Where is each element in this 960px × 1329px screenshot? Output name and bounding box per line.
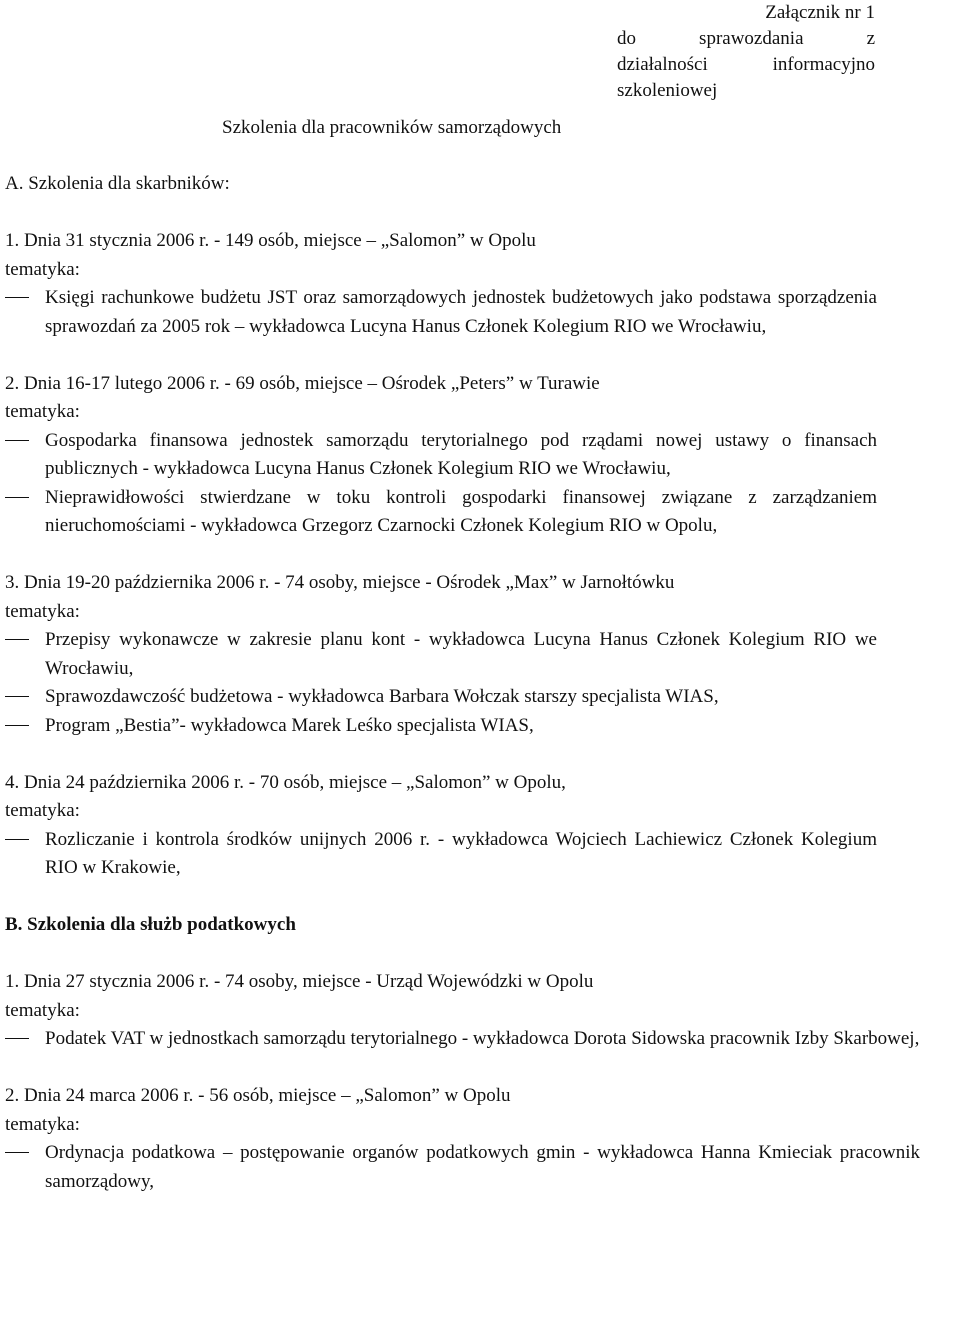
entry-header: 2. Dnia 24 marca 2006 r. - 56 osób, miejsce – „Salomon” w Opolu [5,1085,511,1106]
entry-header: 4. Dnia 24 października 2006 r. - 70 osób, miejsce – „Salomon” w Opolu, [5,771,566,793]
topic-text: Gospodarka finansowa jednostek samorządu terytorialnego pod rządami nowej ustawy o finansach publicznych - wykładowca Lucyna Hanus Członek Kolegium RIO we Wrocławiu, [45,429,877,479]
dash-bullet-icon [5,440,29,441]
training-entry [5,968,920,1054]
section-heading: B. Szkolenia dla służb podatkowych [5,914,296,935]
topic-item [5,284,877,341]
entry-header: 2. Dnia 16-17 lutego 2006 r. - 69 osób, miejsce – Ośrodek „Peters” w Turawie [5,372,600,394]
topic-text: Księgi rachunkowe budżetu JST oraz samorządowych jednostek budżetowych jako podstawa sporządzenia sprawozdań za 2005 rok – wykładowca Lucyna Hanus Członek Kolegium RIO we Wrocławiu, [45,287,877,337]
topic-text: Program „Bestia”- wykładowca Marek Leśko specjalista WIAS, [45,714,534,736]
topics-label: tematyka: [5,258,80,280]
training-entry [5,769,877,883]
dash-bullet-icon [5,1038,29,1039]
dash-bullet-icon [5,696,29,697]
topic-item [5,626,877,683]
topic-item [5,683,877,712]
topics-label: tematyka: [5,600,80,622]
topic-item [5,1025,960,1054]
topic-item [5,484,877,541]
section-b [5,911,920,1196]
dash-bullet-icon [5,297,29,298]
annex-line: do sprawozdania z [617,28,875,49]
document-body [5,170,920,1196]
document-title: Szkolenia dla pracowników samorządowych [222,117,562,138]
topic-item [5,1139,920,1196]
topic-text: Podatek VAT w jednostkach samorządu terytorialnego - wykładowca Dorota Sidowska pracownik Izby Skarbowej, [45,1028,920,1049]
topic-item [5,712,877,741]
topic-text: Rozliczanie i kontrola środków unijnych 2006 r. - wykładowca Wojciech Lachiewicz Członek Kolegium RIO w Krakowie, [45,828,877,878]
topic-text: Nieprawidłowości stwierdzane w toku kontroli gospodarki finansowej związane z zarządzaniem nieruchomościami - wykładowca Grzegorz Czarnocki Członek Kolegium RIO w Opolu, [45,486,877,536]
topics-label: tematyka: [5,401,80,422]
dash-bullet-icon [5,497,29,498]
dash-bullet-icon [5,839,29,840]
annex-line: działalności informacyjno [617,54,875,75]
topic-item [5,826,877,883]
training-entry [5,1082,920,1196]
dash-bullet-icon [5,1152,29,1153]
entry-header: 1. Dnia 31 stycznia 2006 r. - 149 osób, miejsce – „Salomon” w Opolu [5,230,536,251]
topic-item [5,427,877,484]
training-entry [5,370,877,541]
training-entry [5,227,877,341]
entry-header: 3. Dnia 19-20 października 2006 r. - 74 osoby, miejsce - Ośrodek „Max” w Jarnołtówku [5,572,675,593]
topics-label: tematyka: [5,1113,80,1135]
training-entry [5,569,877,740]
section-a [5,170,877,883]
annex-line: szkoleniowej [617,80,718,101]
dash-bullet-icon [5,725,29,726]
annex-note [617,0,875,104]
topics-label: tematyka: [5,999,80,1021]
entry-header: 1. Dnia 27 stycznia 2006 r. - 74 osoby, miejsce - Urząd Wojewódzki w Opolu [5,971,594,992]
topic-text: Ordynacja podatkowa – postępowanie organów podatkowych gmin - wykładowca Hanna Kmieciak pracownik samorządowy, [45,1142,920,1192]
dash-bullet-icon [5,639,29,640]
annex-line: Załącznik nr 1 [765,2,875,23]
topic-text: Przepisy wykonawcze w zakresie planu kont - wykładowca Lucyna Hanus Członek Kolegium RIO we Wrocławiu, [45,629,877,679]
topic-text: Sprawozdawczość budżetowa - wykładowca Barbara Wołczak starszy specjalista WIAS, [45,686,719,707]
topics-label: tematyka: [5,800,80,821]
section-heading: A. Szkolenia dla skarbników: [5,173,230,194]
